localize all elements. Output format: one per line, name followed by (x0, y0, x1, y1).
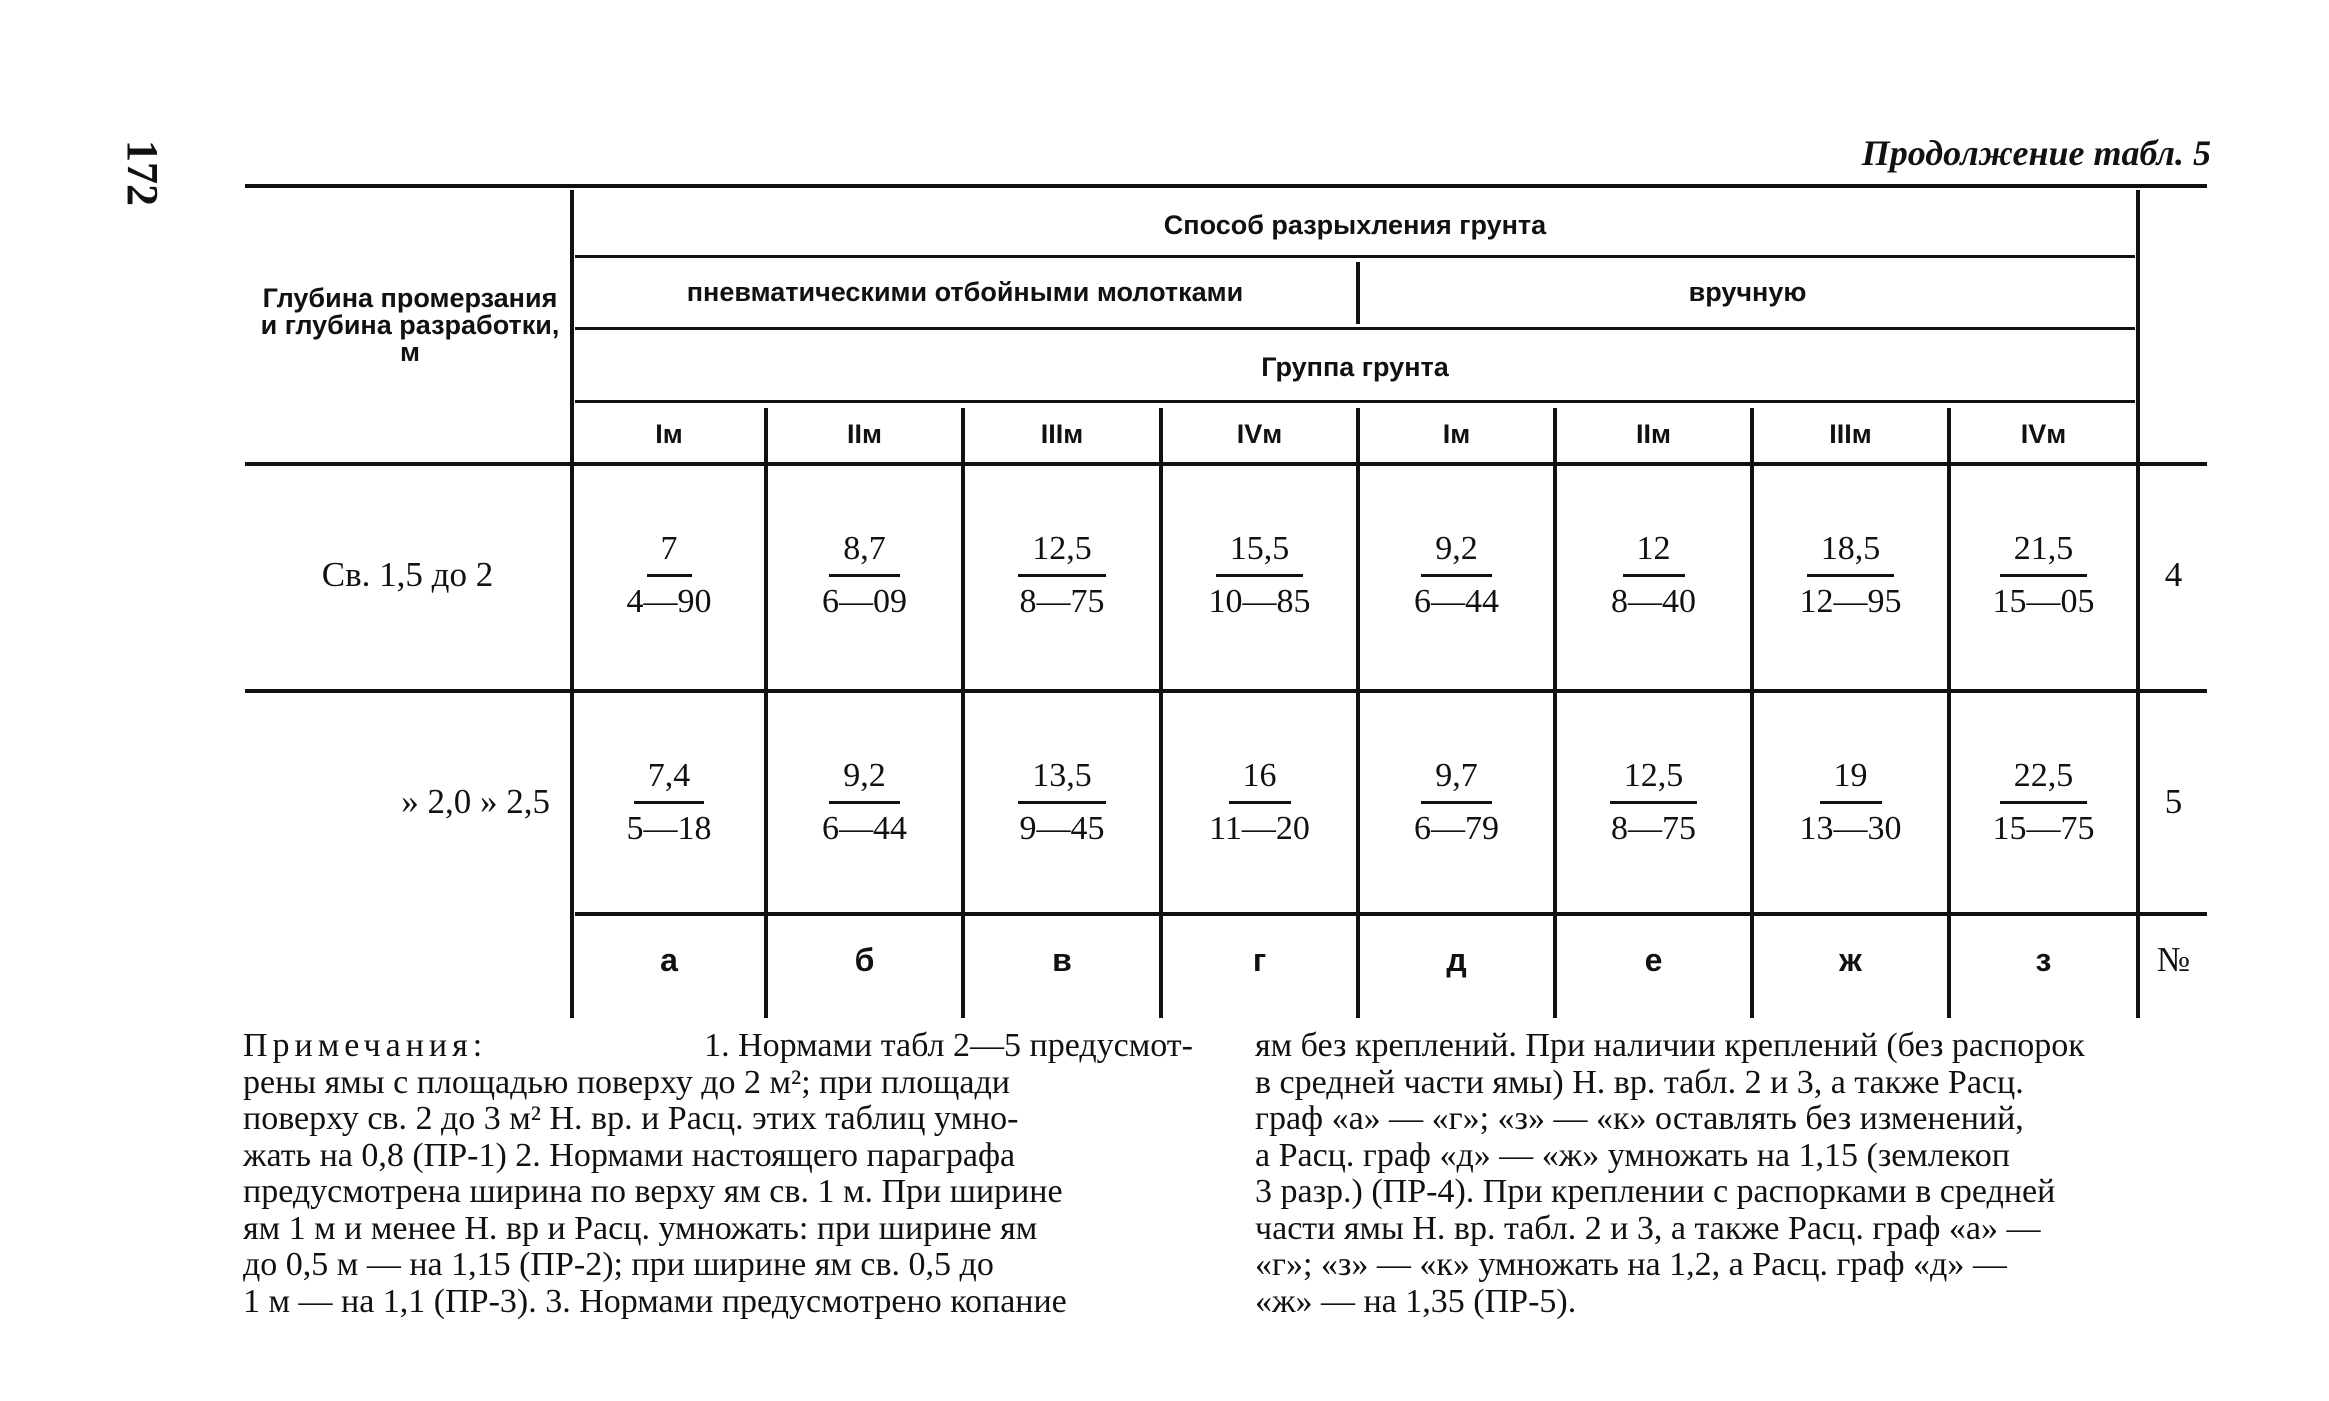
group-header-pneumatic: пневматическими отбойными молотками (686, 277, 1244, 307)
norm-time: 19 (1820, 757, 1882, 804)
notes-line: ям без креплений. При наличии креплений (без распорок (1255, 1027, 2085, 1064)
row-number: 5 (2164, 782, 2183, 821)
value-cell (1557, 470, 1750, 680)
norm-time: 7 (647, 530, 692, 577)
norm-time: 12,5 (1018, 530, 1106, 577)
notes-left-column (243, 1028, 1193, 1320)
page-number: 172 (118, 140, 167, 206)
rate: 6—79 (1414, 809, 1499, 847)
value-cell (1360, 470, 1553, 680)
column-letter: а (660, 941, 678, 978)
rate: 6—44 (1414, 582, 1499, 620)
rate: 5—18 (626, 809, 712, 847)
notes-line: граф «а» — «г»; «з» — «к» оставлять без изменений, (1255, 1100, 2024, 1137)
row-divider-rule (245, 689, 2207, 693)
notes-heading: Примечания: (243, 1027, 488, 1064)
value-cell (768, 697, 961, 907)
side-header: Глубина промерзания и глубина разработки, м (260, 282, 560, 367)
value-cell (1163, 697, 1356, 907)
rate: 6—09 (822, 582, 907, 620)
soilgroup-rule (575, 400, 2135, 403)
notes-line: 1 м — на 1,1 (ПР-3). 3. Нормами предусмотрено копание (243, 1282, 1067, 1320)
rate: 4—90 (626, 582, 712, 620)
rate: 12—95 (1799, 582, 1902, 620)
soil-group-cell: IVм (1236, 418, 1283, 449)
column-letter: б (854, 941, 875, 978)
notes-line: жать на 0,8 (ПР-1) 2. Нормами настоящего параграфа (243, 1136, 1016, 1174)
notes-line: части ямы Н. вр. табл. 2 и 3, а также Расц. граф «а» — (1255, 1209, 2041, 1247)
rate: 8—75 (1611, 809, 1696, 847)
table-caption: Продолжение табл. 5 (1861, 133, 2211, 173)
rate: 13—30 (1799, 809, 1902, 847)
notes-line: ям 1 м и менее Н. вр и Расц. умножать: при ширине ям (243, 1209, 1038, 1247)
value-cell (574, 697, 764, 907)
number-header: № (2156, 940, 2191, 979)
notes-line: «г»; «з» — «к» умножать на 1,2, а Расц. граф «д» — (1255, 1246, 2007, 1283)
notes-line: предусмотрена ширина по верху ям св. 1 м. При ширине (243, 1173, 1063, 1210)
norm-time: 8,7 (829, 530, 900, 577)
value-cell (1360, 697, 1553, 907)
notes-line: а Расц. граф «д» — «ж» умножать на 1,15 (землекоп (1255, 1136, 2010, 1174)
soil-group-cell: IIм (1636, 418, 1671, 449)
norm-time: 18,5 (1807, 530, 1895, 577)
notes-line: «ж» — на 1,35 (ПР-5). (1255, 1282, 1577, 1320)
subgroup-rule (575, 327, 2135, 330)
norm-time: 21,5 (2000, 530, 2088, 577)
table-top-rule (245, 184, 2207, 188)
value-cell (1951, 697, 2136, 907)
norm-time: 12 (1623, 530, 1685, 577)
norm-time: 12,5 (1610, 757, 1698, 804)
notes-right-column (1255, 1028, 2205, 1320)
value-cell (1951, 470, 2136, 680)
soil-group-cell: Iм (655, 418, 683, 449)
row-number: 4 (2164, 555, 2183, 594)
value-cell (574, 470, 764, 680)
notes-line: до 0,5 м — на 1,15 (ПР-2); при ширине ям св. 0,5 до (243, 1246, 994, 1283)
rate: 15—75 (1992, 809, 2095, 847)
value-cell (965, 697, 1159, 907)
norm-time: 16 (1229, 757, 1291, 804)
value-cell (1754, 697, 1947, 907)
column-letter: д (1446, 941, 1467, 978)
soil-group-cell: IIIм (1040, 418, 1084, 449)
rate: 6—44 (822, 809, 907, 847)
row-label: Св. 1,5 до 2 (321, 555, 494, 594)
method-header: Способ разрыхления грунта (1163, 209, 1547, 240)
norm-time: 9,7 (1421, 757, 1492, 804)
letters-top-rule (575, 912, 2207, 916)
rate: 15—05 (1992, 582, 2095, 620)
rate: 10—85 (1208, 582, 1311, 620)
soil-group-cell: IVм (2020, 418, 2067, 449)
rate: 11—20 (1209, 809, 1310, 847)
rate: 8—75 (1019, 582, 1105, 620)
method-rule (575, 255, 2135, 258)
norm-time: 9,2 (1421, 530, 1492, 577)
norm-time: 22,5 (2000, 757, 2088, 804)
column-letter: г (1252, 941, 1267, 978)
notes-line: поверху св. 2 до 3 м² Н. вр. и Расц. этих таблиц умно- (243, 1100, 1019, 1137)
header-bottom-rule (245, 462, 2207, 466)
row-label: » 2,0 » 2,5 (401, 782, 550, 821)
soil-group-cell: Iм (1442, 418, 1471, 449)
norm-time: 9,2 (829, 757, 900, 804)
column-letter: е (1644, 941, 1663, 978)
notes-line: 3 разр.) (ПР-4). При креплении с распорками в средней (1255, 1173, 2056, 1210)
group-header-manual: вручную (1688, 277, 1807, 307)
rate: 8—40 (1611, 582, 1696, 620)
value-cell (1163, 470, 1356, 680)
column-letter: в (1052, 941, 1072, 978)
soil-group-header: Группа грунта (1261, 351, 1449, 382)
column-letter: з (2035, 941, 2052, 978)
norm-time: 7,4 (634, 757, 705, 804)
rate: 9—45 (1019, 809, 1105, 847)
notes-line: в средней части ямы) Н. вр. табл. 2 и 3, а также Расц. (1255, 1063, 2024, 1101)
value-cell (768, 470, 961, 680)
value-cell (965, 470, 1159, 680)
norm-time: 13,5 (1018, 757, 1106, 804)
value-cell (1754, 470, 1947, 680)
column-letter: ж (1839, 941, 1862, 978)
notes-line: Примечания: 1. Нормами табл 2—5 предусмот- (243, 1027, 1193, 1064)
soil-group-cell: IIм (847, 418, 882, 449)
value-cell (1557, 697, 1750, 907)
norm-time: 15,5 (1216, 530, 1304, 577)
notes-line: рены ямы с площадью поверху до 2 м²; при площади (243, 1063, 1010, 1101)
soil-group-cell: IIIм (1829, 418, 1872, 449)
